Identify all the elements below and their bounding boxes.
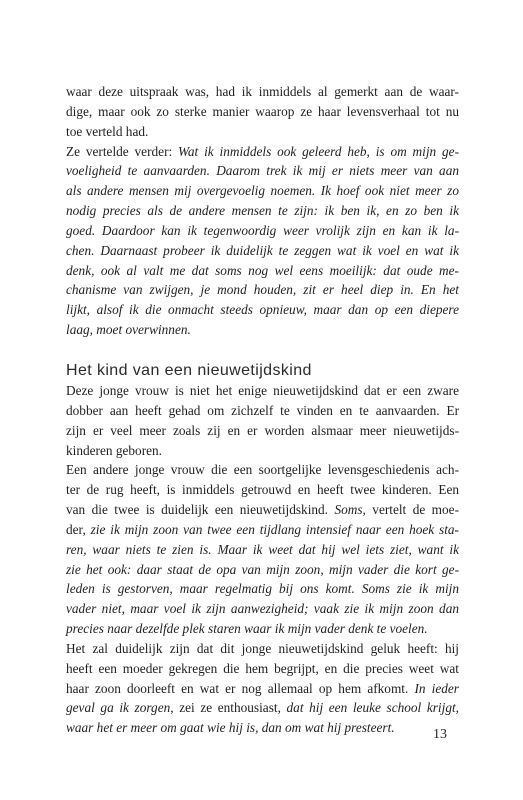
text-line: lijkt, alsof ik die onmacht steeds opnieuw, maar dan op een diepere xyxy=(66,302,459,318)
italic-text-segment: dat hij een leuke school krijgt, xyxy=(286,700,459,716)
text-line: chanisme van zwijgen, je mond houden, zit er heel diep in. En het xyxy=(66,282,459,298)
text-line: nodig precies als de andere mensen te zijn: ik ben ik, en zo ben ik xyxy=(66,203,459,219)
paragraph-5 xyxy=(66,639,459,738)
text-segment: haar zoon doorleeft en wat er nog allemaal op hem afkomt. xyxy=(66,680,415,696)
text-line: denk, ook al valt me dat soms nog wel eens moeilijk: dat oude me- xyxy=(66,262,459,278)
text-line xyxy=(66,520,459,540)
paragraph-1 xyxy=(66,82,459,142)
text-segment: zei ze enthousiast, xyxy=(173,700,287,716)
text-line: Deze jonge vrouw is niet het enige nieuwetijdskind dat er een zware xyxy=(66,382,459,398)
section-heading: Het kind van een nieuwetijdskind xyxy=(66,361,312,379)
text-line: dige, maar ook zo sterke manier waarop ze haar levensverhaal tot nu xyxy=(66,103,459,119)
text-line: zie het ook: daar staat de opa van mijn zoon, mijn vader die kort ge- xyxy=(66,561,459,577)
book-page-text xyxy=(66,82,459,738)
text-line: waar het er meer om gaat wie hij is, dan om wat hij presteert. xyxy=(66,720,395,736)
text-line: precies naar dezelfde plek staren waar ik mijn vader denk te voelen. xyxy=(66,621,428,637)
text-line: kinderen geboren. xyxy=(66,442,162,458)
text-line: ren, waar niets te zien is. Maar ik weet dat hij wel iets ziet, want ik xyxy=(66,541,459,557)
text-segment: der, xyxy=(66,521,91,537)
text-line: ter de rug heeft, is inmiddels getrouwd en heeft twee kinderen. Een xyxy=(66,482,459,498)
text-line xyxy=(66,698,459,718)
italic-text-segment: Soms, xyxy=(334,502,366,518)
text-line: heeft een moeder gekregen die hem begrijpt, en die precies weet wat xyxy=(66,660,459,676)
text-line: Een andere jonge vrouw die een soortgelijke levensgeschiedenis ach- xyxy=(66,462,459,478)
text-line: toe verteld had. xyxy=(66,123,149,139)
text-line: Het zal duidelijk zijn dat dit jonge nieuwetijdskind geluk heeft: hij xyxy=(66,640,459,656)
text-segment: vertelt de moe- xyxy=(365,502,459,518)
italic-text-segment: In ieder xyxy=(414,680,459,696)
text-line: waar deze uitspraak was, had ik inmiddels al gemerkt aan de waar- xyxy=(66,84,459,99)
text-line: vader niet, maar voel ik zijn aanwezigheid; vaak zie ik mijn zoon dan xyxy=(66,601,459,617)
text-line: goed. Daardoor kan ik tegenwoordig weer vrolijk zijn en kan ik la- xyxy=(66,222,459,238)
text-line: laag, moet overwinnen. xyxy=(66,322,191,338)
page-number: 13 xyxy=(433,727,447,742)
italic-text-segment: Wat ik inmiddels ook geleerd heb, is om mijn ge- xyxy=(178,143,460,159)
italic-text-segment: zie ik mijn zoon van twee een tijdlang intensief naar een hoek sta- xyxy=(90,521,459,537)
text-segment: van die twee is duidelijk een nieuwetijdskind. xyxy=(66,502,335,518)
text-line: chen. Daarnaast probeer ik duidelijk te zeggen wat ik voel en wat ik xyxy=(66,242,459,258)
text-line: voeligheid te aanvaarden. Daarom trek ik mij er niets meer van aan xyxy=(66,163,459,179)
text-line xyxy=(66,679,459,699)
text-line: zijn er veel meer zoals zij en er worden alsmaar meer nieuwetijds- xyxy=(66,422,459,438)
text-segment: Ze vertelde verder: xyxy=(66,143,179,159)
text-line: leden is gestorven, maar regelmatig bij ons komt. Soms zie ik mijn xyxy=(66,581,459,597)
text-line xyxy=(66,500,459,520)
paragraph-2 xyxy=(66,142,459,340)
text-line: dobber aan heeft gehad om zichzelf te vinden en te aanvaarden. Er xyxy=(66,402,459,418)
italic-text-segment: geval ga ik zorgen, xyxy=(66,700,174,716)
paragraph-3 xyxy=(66,381,459,460)
text-line: als andere mensen mij overgevoelig noemen. Ik hoef ook niet meer zo xyxy=(66,183,459,199)
text-line xyxy=(66,142,459,162)
paragraph-4 xyxy=(66,460,459,639)
